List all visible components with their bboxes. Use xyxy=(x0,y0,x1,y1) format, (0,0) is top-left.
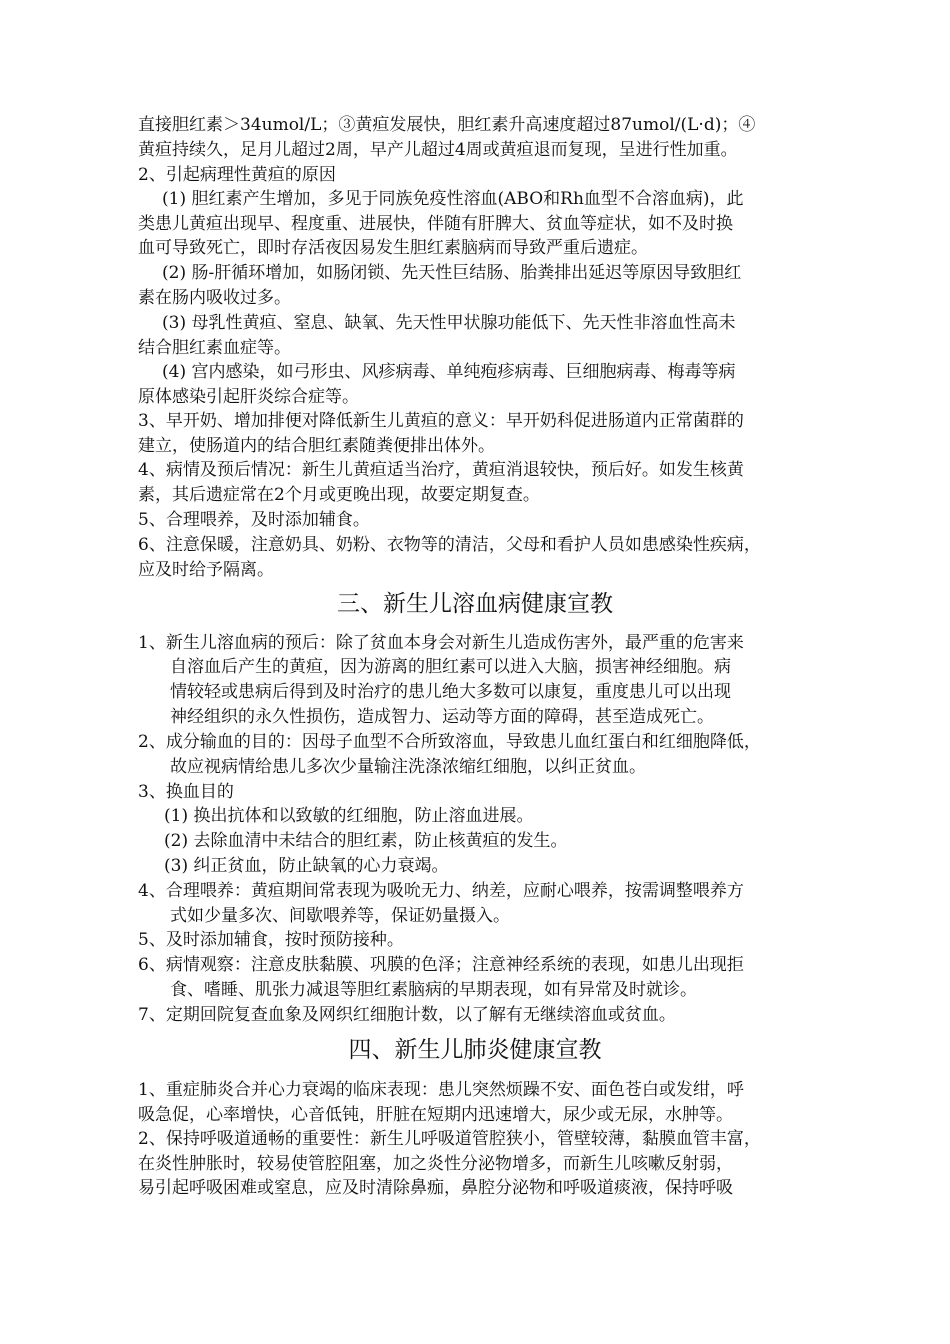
paragraph-line: 易引起呼吸困难或窒息，应及时清除鼻痂，鼻腔分泌物和呼吸道痰液，保持呼吸 xyxy=(138,1178,733,1198)
list-item: 6、注意保暖，注意奶具、奶粉、衣物等的清洁，父母和看护人员如患感染性疾病， xyxy=(138,535,761,555)
paragraph-line: 黄疸持续久，足月儿超过2周，早产儿超过4周或黄疸退而复现，呈进行性加重。 xyxy=(138,140,738,160)
list-subitem: (2) 肠-肝循环增加，如肠闭锁、先天性巨结肠、胎粪排出延迟等原因导致胆红 xyxy=(162,263,742,283)
paragraph-line: 结合胆红素血症等。 xyxy=(138,338,291,358)
list-item: 3、早开奶、增加排便对降低新生儿黄疸的意义：早开奶科促进肠道内正常菌群的 xyxy=(138,411,744,431)
paragraph-line: 在炎性肿胀时，较易使管腔阻塞，加之炎性分泌物增多，而新生儿咳嗽反射弱， xyxy=(138,1154,733,1174)
list-item: 4、病情及预后情况：新生儿黄疸适当治疗，黄疸消退较快，预后好。如发生核黄 xyxy=(138,460,744,480)
list-subitem: (4) 宫内感染，如弓形虫、风疹病毒、单纯疱疹病毒、巨细胞病毒、梅毒等病 xyxy=(162,362,736,382)
paragraph-line: 情较轻或患病后得到及时治疗的患儿绝大多数可以康复，重度患儿可以出现 xyxy=(170,682,731,702)
list-item: 6、病情观察：注意皮肤黏膜、巩膜的色泽；注意神经系统的表现，如患儿出现拒 xyxy=(138,955,744,975)
list-item: 1、新生儿溶血病的预后：除了贫血本身会对新生儿造成伤害外，最严重的危害来 xyxy=(138,633,744,653)
paragraph-line: 素，其后遗症常在2个月或更晚出现，故要定期复查。 xyxy=(138,485,540,505)
paragraph-line: 式如少量多次、间歇喂养等，保证奶量摄入。 xyxy=(170,906,510,926)
paragraph-line: 直接胆红素＞34umol/L；③黄疸发展快，胆红素升高速度超过87umol/(L·d)；④ xyxy=(138,115,756,135)
paragraph-line: 故应视病情给患儿多次少量输注洗涤浓缩红细胞，以纠正贫血。 xyxy=(170,757,646,777)
list-subitem: (1) 胆红素产生增加，多见于同族免疫性溶血(ABO和Rh血型不合溶血病)，此 xyxy=(162,189,744,209)
paragraph-line: 自溶血后产生的黄疸，因为游离的胆红素可以进入大脑，损害神经细胞。病 xyxy=(170,657,731,677)
list-item: 5、合理喂养，及时添加辅食。 xyxy=(138,510,370,530)
list-subitem: (1) 换出抗体和以致敏的红细胞，防止溶血进展。 xyxy=(164,806,534,826)
list-subitem: (3) 母乳性黄疸、窒息、缺氧、先天性甲状腺功能低下、先天性非溶血性高未 xyxy=(162,313,736,333)
paragraph-line: 吸急促，心率增快，心音低钝，肝脏在短期内迅速增大，尿少或无尿，水肿等。 xyxy=(138,1105,733,1125)
paragraph-line: 血可导致死亡，即时存活夜因易发生胆红素脑病而导致严重后遗症。 xyxy=(138,238,648,258)
paragraph-line: 应及时给予隔离。 xyxy=(138,560,274,580)
list-subitem: (2) 去除血清中未结合的胆红素，防止核黄疸的发生。 xyxy=(164,831,568,851)
list-item: 2、引起病理性黄疸的原因 xyxy=(138,165,336,185)
list-subitem: (3) 纠正贫血，防止缺氧的心力衰竭。 xyxy=(164,856,449,876)
section-heading: 三、新生儿溶血病健康宣教 xyxy=(337,591,613,617)
paragraph-line: 食、嗜睡、肌张力减退等胆红素脑病的早期表现，如有异常及时就诊。 xyxy=(170,980,697,1000)
list-item: 4、合理喂养：黄疸期间常表现为吸吮无力、纳差，应耐心喂养，按需调整喂养方 xyxy=(138,881,744,901)
paragraph-line: 建立，使肠道内的结合胆红素随粪便排出体外。 xyxy=(138,436,495,456)
paragraph-line: 类患儿黄疸出现早、程度重、进展快，伴随有肝脾大、贫血等症状，如不及时换 xyxy=(138,214,733,234)
list-item: 2、成分输血的目的：因母子血型不合所致溶血，导致患儿血红蛋白和红细胞降低， xyxy=(138,732,761,752)
paragraph-line: 素在肠内吸收过多。 xyxy=(138,288,291,308)
list-item: 3、换血目的 xyxy=(138,782,234,802)
paragraph-line: 神经组织的永久性损伤，造成智力、运动等方面的障碍，甚至造成死亡。 xyxy=(170,707,714,727)
paragraph-line: 原体感染引起肝炎综合症等。 xyxy=(138,387,359,407)
list-item: 5、及时添加辅食，按时预防接种。 xyxy=(138,930,404,950)
list-item: 7、定期回院复查血象及网织红细胞计数，以了解有无继续溶血或贫血。 xyxy=(138,1005,676,1025)
list-item: 2、保持呼吸道通畅的重要性：新生儿呼吸道管腔狭小，管壁较薄，黏膜血管丰富， xyxy=(138,1129,761,1149)
section-heading: 四、新生儿肺炎健康宣教 xyxy=(348,1037,602,1063)
list-item: 1、重症肺炎合并心力衰竭的临床表现：患儿突然烦躁不安、面色苍白或发绀，呼 xyxy=(138,1080,744,1100)
